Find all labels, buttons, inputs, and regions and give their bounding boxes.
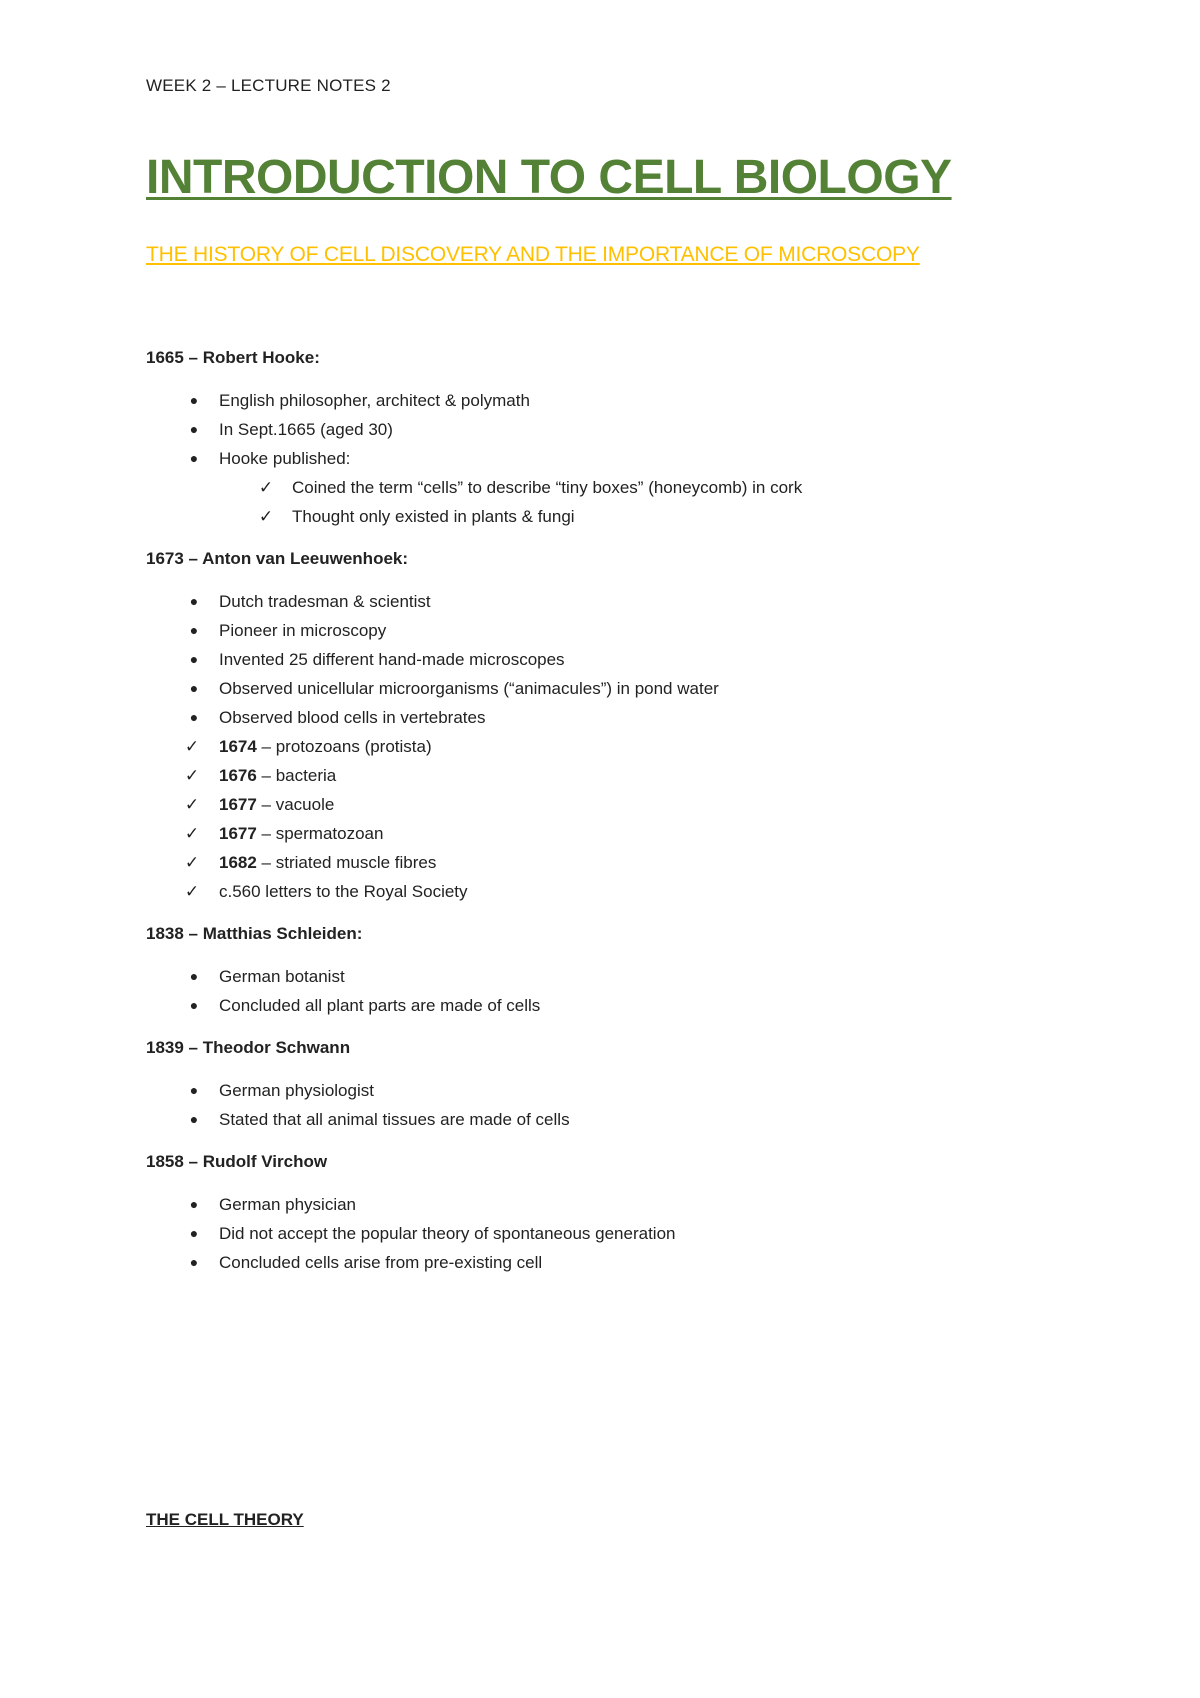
timeline-section xyxy=(146,1037,1106,1134)
heading-dash: – xyxy=(183,348,203,367)
bullet-icon: ● xyxy=(189,1254,199,1270)
item-text: Hooke published: xyxy=(219,449,351,468)
page-title: INTRODUCTION TO CELL BIOLOGY xyxy=(146,151,952,204)
list-item xyxy=(146,502,1106,531)
item-text: – bacteria xyxy=(256,766,337,785)
section-year: 1839 xyxy=(146,1038,184,1057)
item-text: Concluded all plant parts are made of cells xyxy=(219,996,541,1015)
bullet-icon: ● xyxy=(189,1196,199,1212)
checkmark-icon: ✓ xyxy=(184,853,200,872)
bullet-icon: ● xyxy=(189,997,199,1013)
section-heading xyxy=(146,1151,1106,1173)
item-text: English philosopher, architect & polymath xyxy=(219,391,530,410)
bullet-icon: ● xyxy=(189,450,199,466)
item-text: – vacuole xyxy=(256,795,335,814)
timeline-sections xyxy=(146,347,1106,1294)
item-text: Concluded cells arise from pre-existing cell xyxy=(219,1253,543,1272)
section-list xyxy=(146,1076,1106,1134)
checkmark-icon: ✓ xyxy=(184,766,200,785)
section-list xyxy=(146,386,1106,531)
list-item xyxy=(146,819,1106,848)
list-item xyxy=(146,386,1106,415)
list-item xyxy=(146,761,1106,790)
item-text: c.560 letters to the Royal Society xyxy=(219,882,468,901)
item-text: Did not accept the popular theory of spontaneous generation xyxy=(219,1224,676,1243)
list-item xyxy=(146,991,1106,1020)
page-subtitle: THE HISTORY OF CELL DISCOVERY AND THE IMPORTANCE OF MICROSCOPY xyxy=(146,243,920,266)
list-item xyxy=(146,645,1106,674)
timeline-section xyxy=(146,1151,1106,1277)
list-item xyxy=(146,1190,1106,1219)
bullet-icon: ● xyxy=(189,392,199,408)
list-item xyxy=(146,962,1106,991)
checkmark-icon: ✓ xyxy=(184,795,200,814)
item-text: Stated that all animal tissues are made of cells xyxy=(219,1110,570,1129)
timeline-section xyxy=(146,923,1106,1020)
checkmark-icon: ✓ xyxy=(184,737,200,756)
list-item xyxy=(146,877,1106,906)
list-item xyxy=(146,1076,1106,1105)
checkmark-icon: ✓ xyxy=(184,882,200,901)
list-item xyxy=(146,415,1106,444)
bullet-icon: ● xyxy=(189,1082,199,1098)
section-name: Rudolf Virchow xyxy=(202,1152,328,1171)
item-text: Coined the term “cells” to describe “tiny boxes” (honeycomb) in cork xyxy=(292,478,803,497)
bullet-icon: ● xyxy=(189,1111,199,1127)
bullet-icon: ● xyxy=(189,651,199,667)
item-text: Dutch tradesman & scientist xyxy=(219,592,431,611)
section-heading xyxy=(146,1037,1106,1059)
item-text: German botanist xyxy=(219,967,345,986)
heading-dash: – xyxy=(183,1152,203,1171)
item-text: German physiologist xyxy=(219,1081,374,1100)
section-year: 1665 xyxy=(146,348,184,367)
section-list xyxy=(146,587,1106,906)
list-item xyxy=(146,674,1106,703)
timeline-section xyxy=(146,347,1106,531)
timeline-section xyxy=(146,548,1106,906)
list-item xyxy=(146,1105,1106,1134)
item-year: 1682 xyxy=(219,853,257,872)
item-text: German physician xyxy=(219,1195,357,1214)
section-name: Robert Hooke: xyxy=(202,348,320,367)
item-year: 1676 xyxy=(219,766,257,785)
item-text: – spermatozoan xyxy=(256,824,384,843)
list-item xyxy=(146,790,1106,819)
section-year: 1673 xyxy=(146,549,184,568)
section-year: 1838 xyxy=(146,924,184,943)
heading-dash: – xyxy=(183,924,203,943)
bullet-icon: ● xyxy=(189,622,199,638)
item-text: Observed unicellular microorganisms (“animacules”) in pond water xyxy=(219,679,719,698)
item-year: 1677 xyxy=(219,824,257,843)
bullet-icon: ● xyxy=(189,421,199,437)
section-name: Anton van Leeuwenhoek: xyxy=(202,549,409,568)
item-text: – striated muscle fibres xyxy=(256,853,437,872)
list-item xyxy=(146,1219,1106,1248)
item-text: Pioneer in microscopy xyxy=(219,621,387,640)
item-text: Thought only existed in plants & fungi xyxy=(292,507,575,526)
page-header: WEEK 2 – LECTURE NOTES 2 xyxy=(146,76,391,95)
bullet-icon: ● xyxy=(189,709,199,725)
section-list xyxy=(146,1190,1106,1277)
bullet-icon: ● xyxy=(189,680,199,696)
bullet-icon: ● xyxy=(189,1225,199,1241)
section-heading xyxy=(146,347,1106,369)
item-year: 1677 xyxy=(219,795,257,814)
section-name: Theodor Schwann xyxy=(202,1038,351,1057)
item-text: Invented 25 different hand-made microscopes xyxy=(219,650,565,669)
heading-dash: – xyxy=(183,1038,203,1057)
list-item xyxy=(146,616,1106,645)
next-section-heading: THE CELL THEORY xyxy=(146,1510,304,1529)
list-item xyxy=(146,732,1106,761)
item-text: Observed blood cells in vertebrates xyxy=(219,708,486,727)
list-item xyxy=(146,1248,1106,1277)
list-item xyxy=(146,587,1106,616)
list-item xyxy=(146,848,1106,877)
section-heading xyxy=(146,923,1106,945)
item-year: 1674 xyxy=(219,737,257,756)
section-name: Matthias Schleiden: xyxy=(202,924,363,943)
checkmark-icon: ✓ xyxy=(258,507,274,526)
section-year: 1858 xyxy=(146,1152,184,1171)
heading-dash: – xyxy=(183,549,203,568)
list-item xyxy=(146,473,1106,502)
section-list xyxy=(146,962,1106,1020)
bullet-icon: ● xyxy=(189,968,199,984)
item-text: – protozoans (protista) xyxy=(256,737,432,756)
section-heading xyxy=(146,548,1106,570)
checkmark-icon: ✓ xyxy=(184,824,200,843)
list-item xyxy=(146,444,1106,473)
list-item xyxy=(146,703,1106,732)
bullet-icon: ● xyxy=(189,593,199,609)
checkmark-icon: ✓ xyxy=(258,478,274,497)
item-text: In Sept.1665 (aged 30) xyxy=(219,420,393,439)
